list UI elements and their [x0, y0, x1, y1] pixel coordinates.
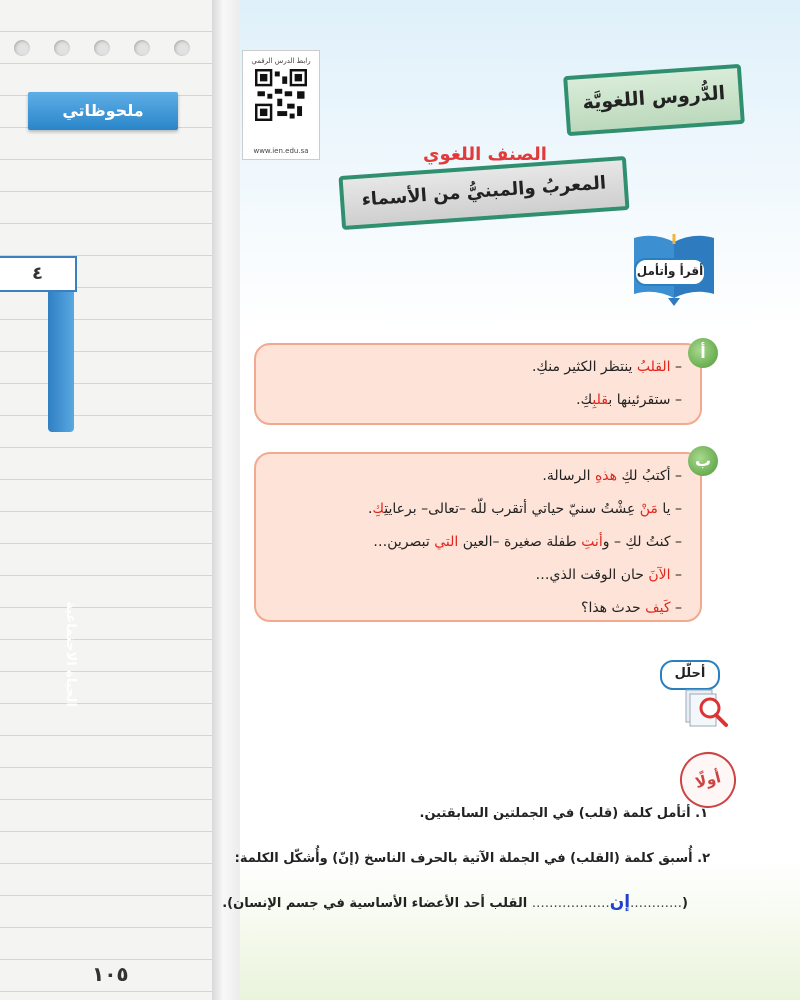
answer-input[interactable]: إن: [609, 892, 631, 912]
binder-hole: [134, 40, 150, 56]
sentence-text: كنتُ لكِ – و: [602, 534, 671, 550]
binder-hole: [14, 40, 30, 56]
dash: –: [675, 534, 682, 550]
highlight-word: التي: [434, 534, 459, 550]
blank-dots: ………………: [531, 896, 610, 911]
notes-panel: [0, 0, 213, 1000]
sentence-text: ينتظر الكثير منكِ.: [531, 359, 637, 375]
sentence-line: [268, 526, 682, 559]
dash: –: [675, 501, 682, 517]
qr-card[interactable]: [242, 50, 320, 160]
sentence-text: عِشْتُ سنيّ حياتي أتقرب للّه –تعالى– برعايتِ: [384, 501, 640, 517]
sentence-line: [268, 460, 682, 493]
sentence-text: حدث هذا؟: [581, 600, 646, 616]
qr-code-icon[interactable]: [255, 69, 307, 121]
highlight-word: الآنَ: [648, 567, 671, 583]
section-banner: الدُّروس اللغويَّة: [563, 64, 745, 136]
sentence-text: القلب أحد الأعضاء الأساسية في جسم الإنسان).: [222, 896, 532, 911]
blank-dots: …………: [630, 896, 683, 911]
example-box-a: [254, 343, 702, 425]
lesson-title: المعربُ والمبنيُّ من الأسماء: [338, 156, 629, 230]
sentence-text: أكتبُ لكِ: [617, 468, 671, 484]
sentence-text: كِ.: [576, 392, 593, 408]
sentence-line: [268, 351, 682, 384]
magnifier-icon: [684, 686, 730, 728]
dash: –: [675, 392, 682, 408]
dash: –: [675, 359, 682, 375]
notebook-binding: [212, 0, 240, 1000]
category-label: الصنف اللغوي: [423, 144, 547, 165]
sentence-text: الرسالة.: [542, 468, 595, 484]
binder-hole: [54, 40, 70, 56]
qr-caption: رابط الدرس الرقمي: [251, 57, 311, 65]
sentence-text: يا: [657, 501, 671, 517]
sentence-text: طفلة صغيرة –العين: [458, 534, 582, 550]
badge-b: ب: [688, 446, 718, 476]
read-reflect-label: أقرأ وأتأمل: [634, 258, 706, 286]
notes-title: ملحوظاتي: [28, 92, 178, 130]
bottom-shade: [240, 860, 800, 1000]
question-2: ٢. أُسبق كلمة (القلب) في الجملة الآتية بالحرف الناسخ (إنّ) وأُشكّل الكلمة:: [234, 851, 710, 866]
page-number: ١٠٥: [92, 962, 129, 986]
binder-hole: [94, 40, 110, 56]
sentence-text: حان الوقت الذي…: [535, 567, 649, 583]
first-badge: أولًا: [674, 746, 742, 814]
highlight-word: أنتِ: [581, 534, 603, 550]
sentence-line: [268, 384, 682, 417]
highlight-word: هذهِ: [594, 468, 618, 484]
sentence-line: [268, 493, 682, 526]
highlight-word: قلبِ: [592, 392, 609, 408]
sentence-text: تبصرين…: [373, 534, 435, 550]
dash: –: [675, 468, 682, 484]
highlight-word: كَيف: [645, 600, 671, 616]
highlight-word: كِ: [372, 501, 385, 517]
dash: –: [675, 567, 682, 583]
example-box-b: [254, 452, 702, 622]
sentence-line: [268, 559, 682, 592]
question-3-sentence: [222, 892, 688, 912]
badge-a: أ: [688, 338, 718, 368]
highlight-word: مَنْ: [639, 501, 658, 517]
question-1: ١. أتأمل كلمة (قلب) في الجملتين السابقتين.: [419, 806, 708, 821]
highlight-word: القلبُ: [636, 359, 671, 375]
qr-url[interactable]: www.ien.edu.sa: [253, 147, 309, 155]
analyze-label: أحلّل: [660, 660, 720, 690]
sentence-text: ستقرئينها ب: [608, 392, 671, 408]
unit-name: الحياة الاجتماعية: [63, 601, 78, 707]
paren-open: (: [682, 896, 688, 911]
binder-hole: [174, 40, 190, 56]
unit-number: ٤: [0, 256, 77, 292]
dash: –: [675, 600, 682, 616]
sentence-line: [268, 592, 682, 625]
unit-tab: [48, 292, 78, 707]
sentence-text: .: [368, 501, 373, 517]
